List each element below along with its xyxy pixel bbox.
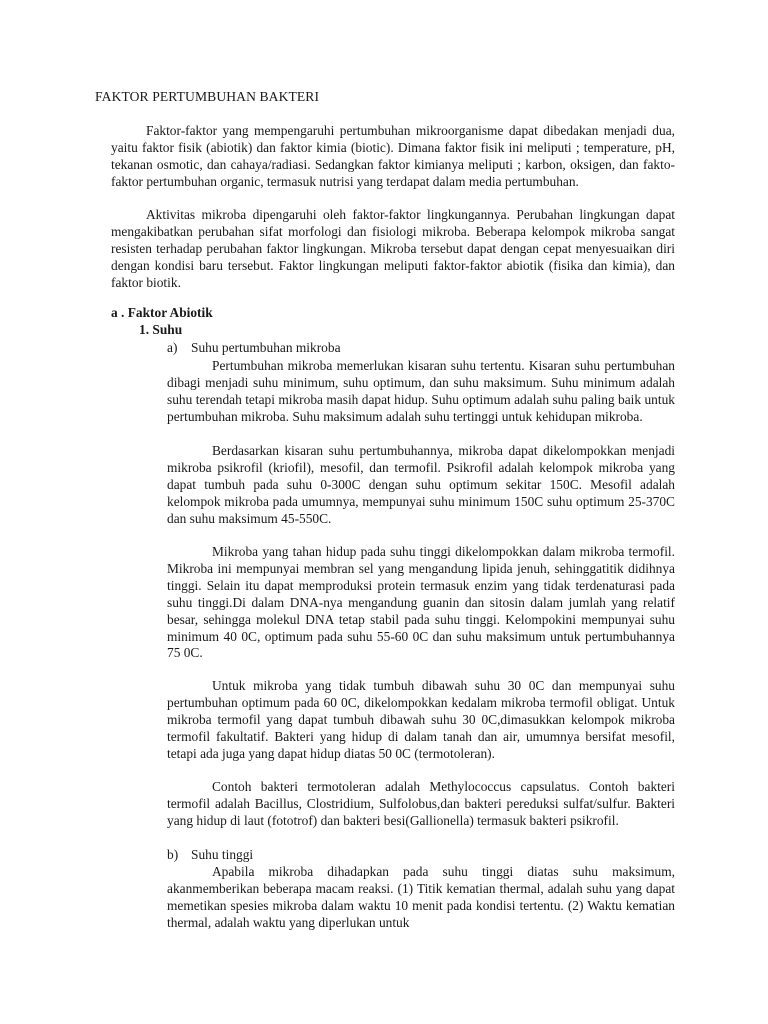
subheading-suhu-tinggi [167, 847, 253, 864]
suhu-paragraph-3: Mikroba yang tahan hidup pada suhu tinggi dikelompokkan dalam mikroba termofil. Mikroba ini mempunyai membran sel yang mengandung lipida jenuh, sehinggatitik didihnya tinggi. Selain itu dapat memproduksi protein termasuk enzim yang tidak terdenaturasi pada suhu tinggi.Di dalam DNA-nya mengandung guanin dan sitosin dalam jumlah yang relatif besar, sehingga molekul DNA tetap stabil pada suhu tinggi. Kelompokini mempunyai suhu minimum 40 0C, optimum pada suhu 55-60 0C dan suhu maksimum untuk pertumbuhannya 75 0C. [167, 544, 675, 661]
subheading-suhu-pertumbuhan [167, 340, 341, 357]
subheading-label: Suhu pertumbuhan mikroba [191, 340, 341, 355]
section-heading-faktor-abiotik: a . Faktor Abiotik [111, 305, 213, 320]
list-marker: b) [167, 847, 179, 862]
intro-paragraph-2: Aktivitas mikroba dipengaruhi oleh faktor-faktor lingkungannya. Perubahan lingkungan dapat mengakibatkan perubahan sifat morfologi dan fisiologi mikroba. Beberapa kelompok mikroba sangat resisten terhadap perubahan faktor lingkungan. Mikroba tersebut dapat dengan cepat menyesuaikan diri dengan kondisi baru tersebut. Faktor lingkungan meliputi faktor-faktor abiotik (fisika dan kimia), dan faktor biotik. [111, 207, 675, 290]
suhu-tinggi-paragraph-1: Apabila mikroba dihadapkan pada suhu tinggi diatas suhu maksimum, akanmemberikan beberapa macam reaksi. (1) Titik kematian thermal, adalah suhu yang dapat memetikan spesies mikroba dalam waktu 10 menit pada kondisi tertentu. (2) Waktu kematian thermal, adalah waktu yang diperlukan untuk [167, 864, 675, 930]
suhu-paragraph-1: Pertumbuhan mikroba memerlukan kisaran suhu tertentu. Kisaran suhu pertumbuhan dibagi menjadi suhu minimum, suhu optimum, dan suhu maksimum. Suhu minimum adalah suhu terendah tetapi mikroba masih dapat hidup. Suhu optimum adalah suhu paling baik untuk pertumbuhan mikroba. Suhu maksimum adalah suhu tertinggi untuk kehidupan mikroba. [167, 358, 675, 424]
suhu-paragraph-5: Contoh bakteri termotoleran adalah Methylococcus capsulatus. Contoh bakteri termofil adalah Bacillus, Clostridium, Sulfolobus,dan bakteri pereduksi sulfat/sulfur. Bakteri yang hidup di laut (fototrof) dan bakteri besi(Gallionella) termasuk bakteri psikrofil. [167, 779, 675, 828]
intro-paragraph-1: Faktor-faktor yang mempengaruhi pertumbuhan mikroorganisme dapat dibedakan menjadi dua, yaitu faktor fisik (abiotik) dan faktor kimia (biotic). Dimana faktor fisik ini meliputi ; temperature, pH, tekanan osmotic, dan cahaya/radiasi. Sedangkan faktor kimianya meliputi ; karbon, oksigen, dan fakto-faktor pertumbuhan organic, termasuk nutrisi yang terdapat dalam media pertumbuhan. [111, 123, 675, 189]
suhu-paragraph-4: Untuk mikroba yang tidak tumbuh dibawah suhu 30 0C dan mempunyai suhu pertumbuhan optimum pada 60 0C, dikelompokkan kedalam mikroba termofil obligat. Untuk mikroba termofil yang dapat tumbuh dibawah suhu 30 0C,dimasukkan kelompok mikroba termofil fakultatif. Bakteri yang hidup di dalam tanah dan air, umumnya bersifat mesofil, tetapi ada juga yang dapat hidup diatas 50 0C (termotoleran). [167, 678, 675, 761]
suhu-paragraph-2: Berdasarkan kisaran suhu pertumbuhannya, mikroba dapat dikelompokkan menjadi mikroba psikrofil (kriofil), mesofil, dan termofil. Psikrofil adalah kelompok mikroba yang dapat tumbuh pada suhu 0-300C dengan suhu optimum sekitar 150C. Mesofil adalah kelompok mikroba pada umumnya, mempunyai suhu minimum 150C suhu optimum 25-370C dan suhu maksimum 45-550C. [167, 443, 675, 526]
document-title: FAKTOR PERTUMBUHAN BAKTERI [95, 89, 320, 104]
list-marker: a) [167, 340, 178, 355]
section-heading-suhu: 1. Suhu [139, 322, 183, 337]
subheading-label: Suhu tinggi [191, 847, 254, 862]
